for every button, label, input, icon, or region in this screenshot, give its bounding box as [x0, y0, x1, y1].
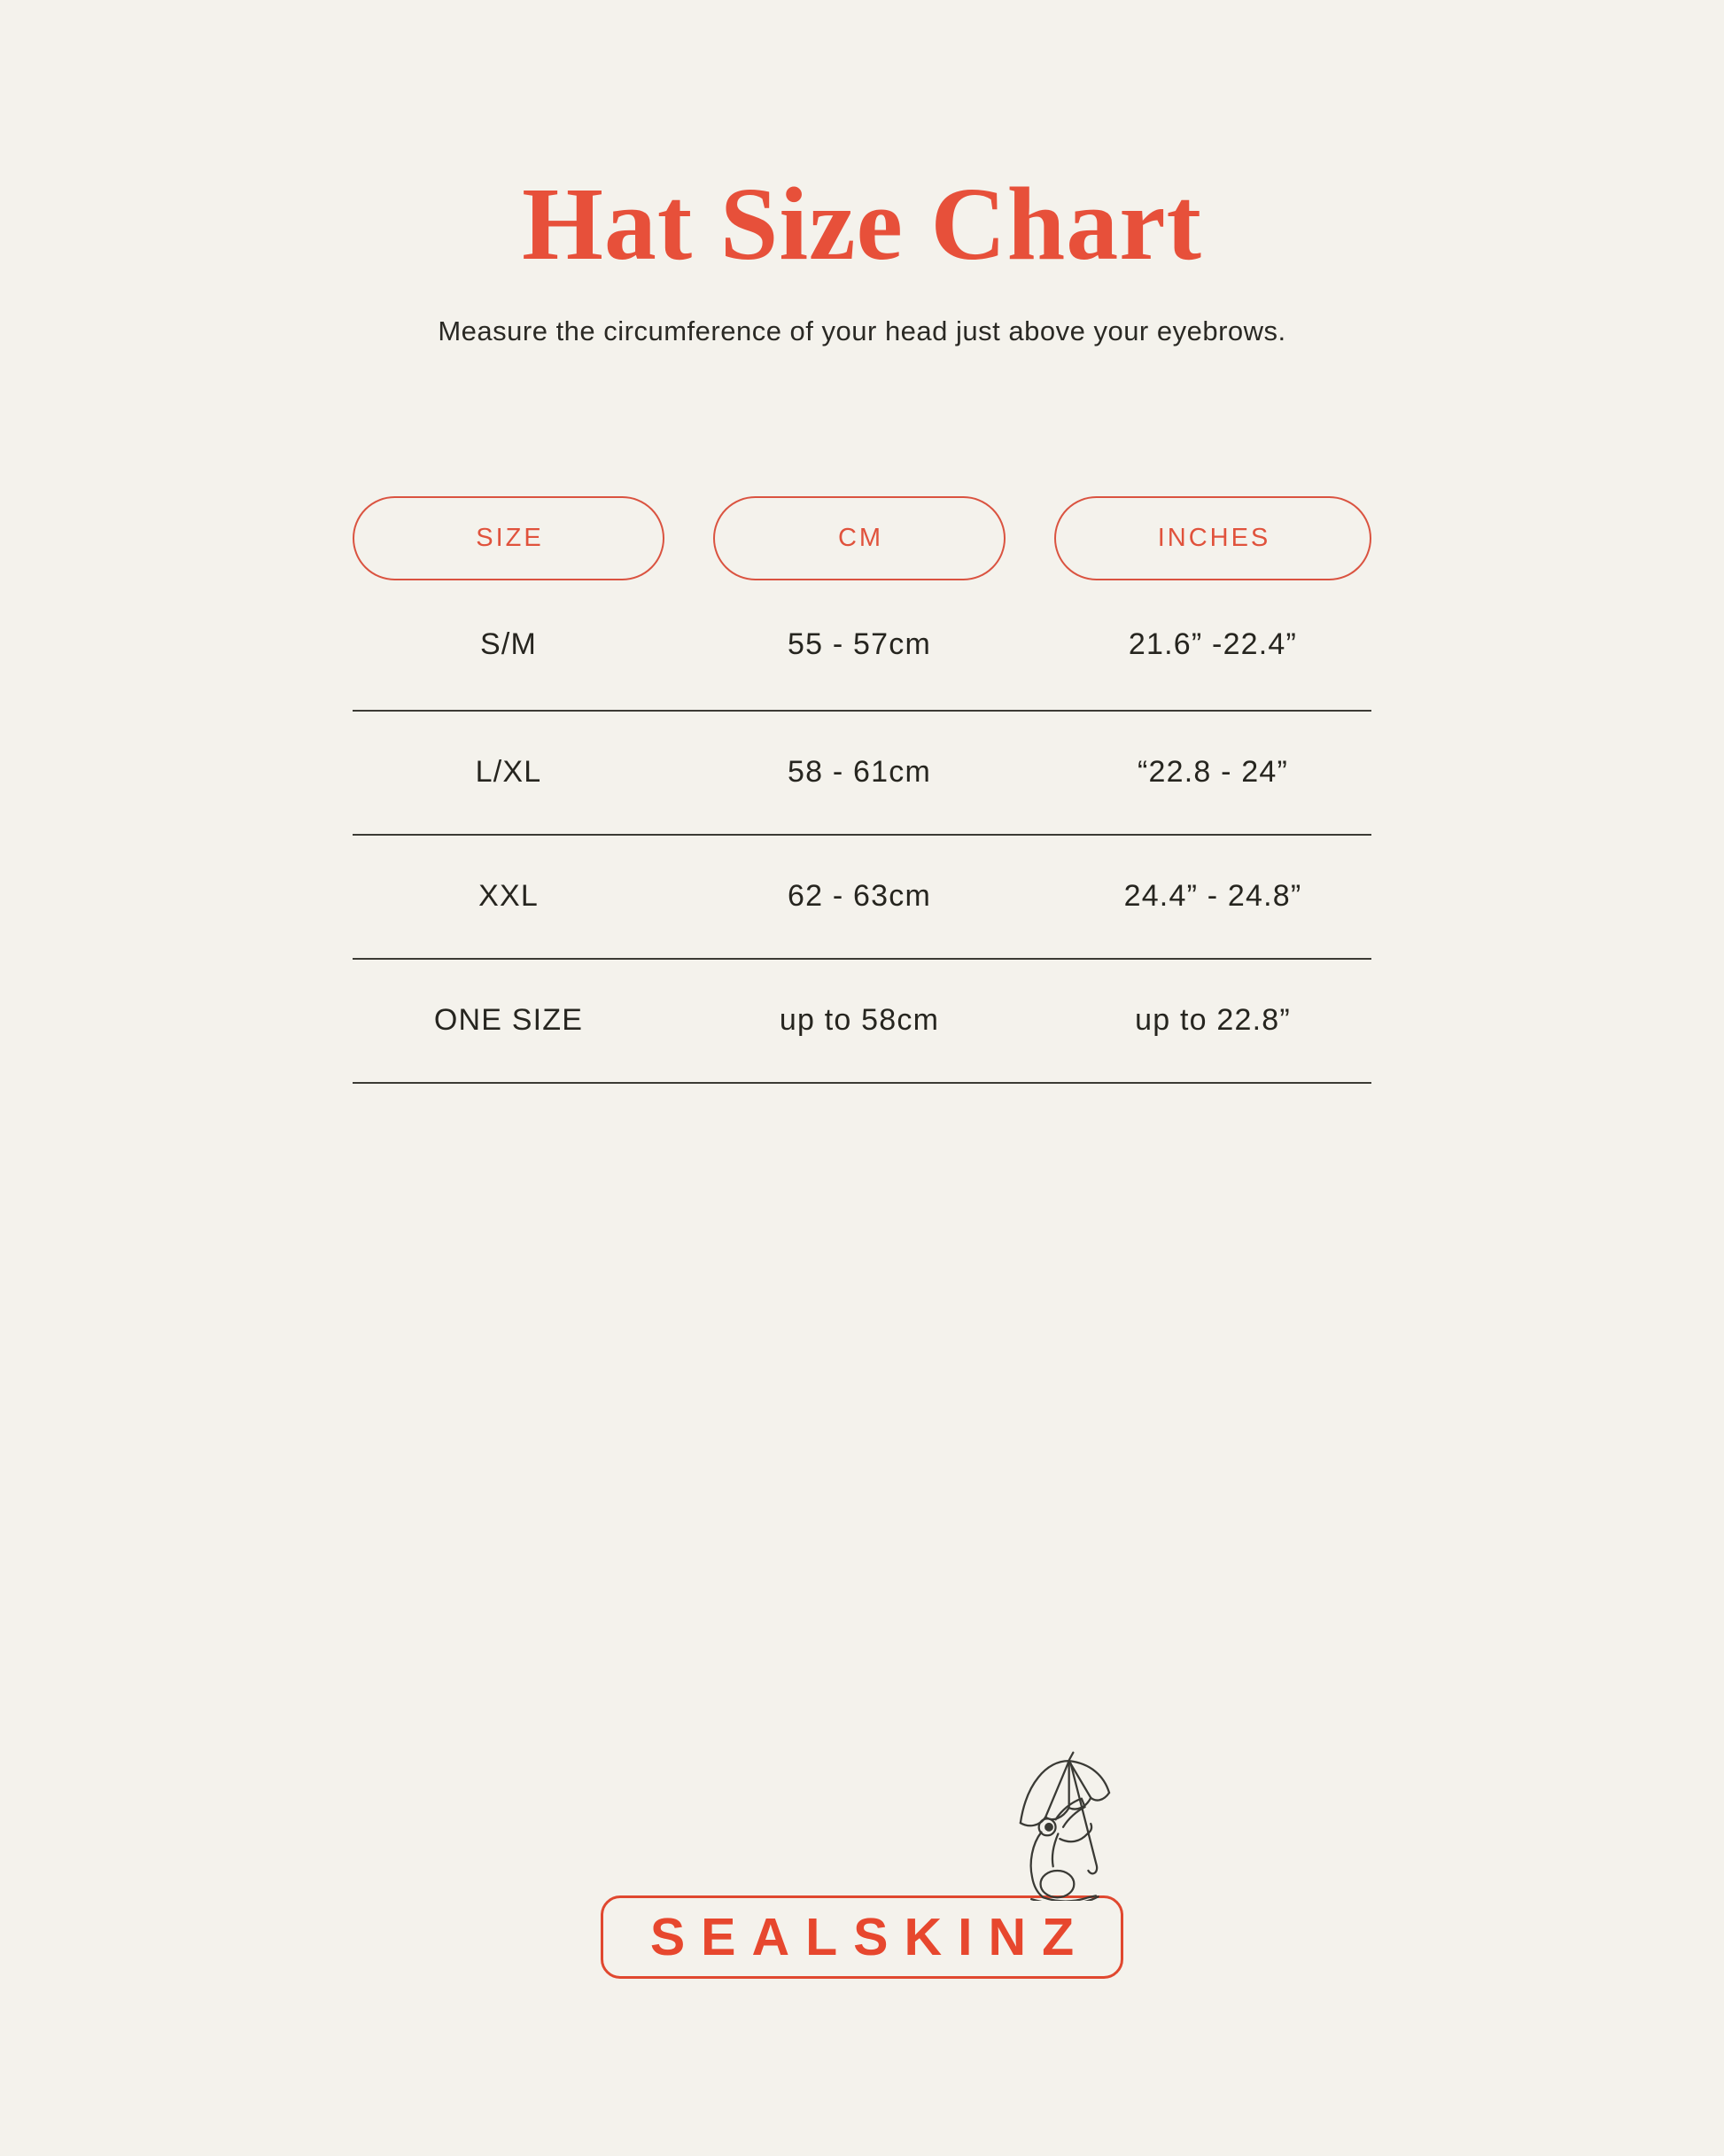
column-header-cm: CM	[713, 496, 1006, 580]
table-row	[353, 836, 1371, 960]
size-cell: S/M	[479, 627, 538, 662]
inches-cell: up to 22.8”	[1135, 1003, 1291, 1038]
size-table	[353, 496, 1371, 1084]
cm-cell: up to 58cm	[779, 1003, 940, 1038]
size-table-header	[353, 496, 1371, 580]
inches-cell: 24.4” - 24.8”	[1123, 879, 1302, 914]
frog-with-umbrella-icon	[1008, 1748, 1120, 1901]
size-cell: L/XL	[475, 755, 542, 790]
inches-cell: “22.8 - 24”	[1137, 755, 1289, 790]
brand-logo	[601, 1895, 1123, 1979]
size-cell: ONE SIZE	[433, 1003, 584, 1038]
cm-cell: 55 - 57cm	[788, 627, 931, 662]
sealskinz-wordmark: SEALSKINZ	[601, 1895, 1123, 1979]
page-title: Hat Size Chart	[522, 166, 1202, 282]
table-row	[353, 712, 1371, 836]
column-header-size: SIZE	[353, 496, 664, 580]
table-row	[353, 960, 1371, 1084]
column-header-inches: INCHES	[1054, 496, 1371, 580]
table-row	[353, 580, 1371, 712]
cm-cell: 58 - 61cm	[788, 755, 931, 790]
cm-cell: 62 - 63cm	[788, 879, 931, 914]
size-cell: XXL	[478, 879, 539, 914]
inches-cell: 21.6” -22.4”	[1128, 627, 1298, 662]
measurement-instruction: Measure the circumference of your head just above your eyebrows.	[438, 315, 1286, 346]
